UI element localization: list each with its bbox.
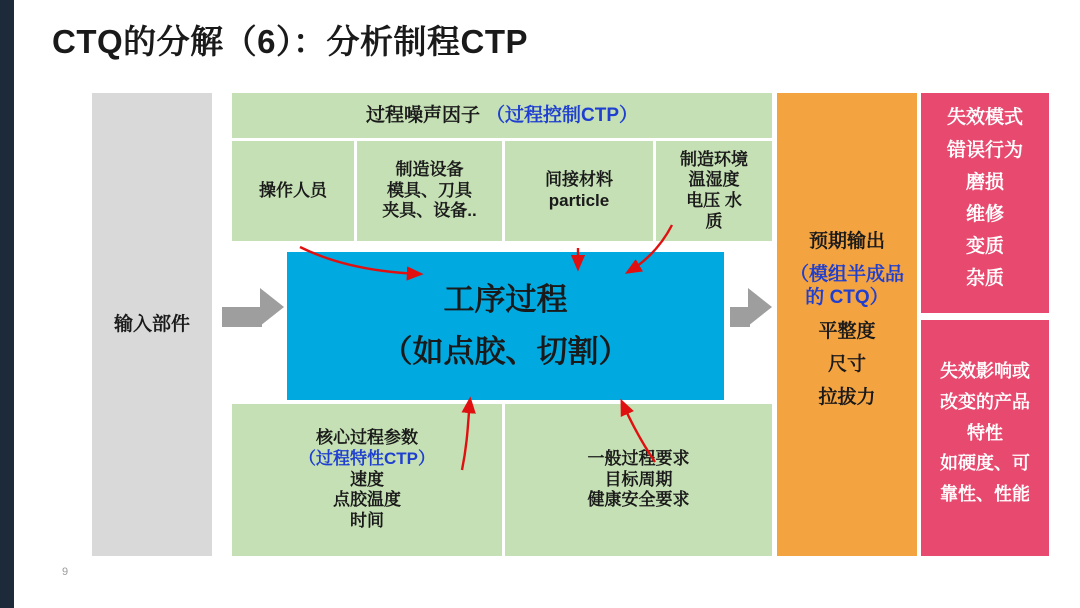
core-parameters-line: 速度 bbox=[350, 469, 384, 489]
failure-effect-line: 靠性、性能 bbox=[940, 484, 1030, 505]
expected-output-line: 平整度 bbox=[818, 320, 876, 342]
page-title: CTQ的分解（6）：分析制程CTP bbox=[52, 23, 529, 60]
failure-mode-line: 磨损 bbox=[965, 171, 1004, 193]
page-number: 9 bbox=[62, 566, 69, 578]
input-parts-box bbox=[92, 93, 212, 556]
output-arrow-head bbox=[748, 288, 772, 326]
expected-output-line: 拉拔力 bbox=[818, 386, 876, 408]
noise-factor-line: 模具、刀具 bbox=[387, 180, 472, 200]
failure-mode-line: 杂质 bbox=[965, 268, 1004, 290]
input-arrow-body bbox=[222, 307, 262, 327]
core-process-parameters-box bbox=[232, 404, 502, 556]
process-subtitle: （如点胶、切割） bbox=[381, 334, 630, 369]
slide-left-rail bbox=[0, 0, 14, 608]
general-requirements-line: 健康安全要求 bbox=[587, 490, 690, 510]
failure-mode-line: 错误行为 bbox=[946, 139, 1023, 161]
expected-output-ctq-line: （模组半成品 bbox=[789, 264, 904, 286]
general-process-requirements-box bbox=[505, 404, 772, 556]
failure-mode-box bbox=[921, 93, 1049, 313]
failure-mode-line: 维修 bbox=[965, 204, 1004, 225]
failure-effect-line: 如硬度、可 bbox=[940, 453, 1030, 474]
noise-factor-line: particle bbox=[548, 191, 610, 210]
noise-factor-line: 夹具、设备.. bbox=[382, 201, 477, 221]
core-parameters-highlight: （过程特性CTP） bbox=[299, 448, 435, 468]
failure-mode-line: 失效模式 bbox=[946, 107, 1023, 129]
failure-effect-line: 改变的产品 bbox=[940, 391, 1030, 412]
noise-factor-line: 温湿度 bbox=[688, 170, 740, 190]
core-parameters-line: 时间 bbox=[350, 511, 384, 531]
noise-factor-line: 操作人员 bbox=[259, 180, 327, 200]
noise-factor-line: 制造环境 bbox=[680, 149, 748, 169]
noise-factor-line: 间接材料 bbox=[545, 170, 613, 190]
expected-output-box bbox=[777, 93, 917, 556]
failure-effect-box bbox=[921, 320, 1049, 556]
noise-factor-header-main: 过程噪声因子 bbox=[365, 104, 480, 126]
noise-factor-box-environment bbox=[656, 141, 772, 241]
failure-effect-line: 失效影响或 bbox=[940, 360, 1030, 381]
noise-factor-box-material bbox=[505, 141, 653, 241]
output-arrow-body bbox=[730, 307, 750, 327]
expected-output-line: 尺寸 bbox=[827, 353, 866, 375]
general-requirements-line: 一般过程要求 bbox=[587, 448, 690, 468]
process-box bbox=[287, 252, 724, 400]
noise-factor-line: 制造设备 bbox=[395, 159, 464, 179]
failure-effect-line: 特性 bbox=[967, 422, 1003, 443]
core-parameters-line: 点胶温度 bbox=[333, 490, 401, 510]
noise-factor-header bbox=[232, 93, 772, 138]
process-title: 工序过程 bbox=[443, 282, 568, 318]
noise-factor-line: 电压 水 bbox=[686, 191, 742, 210]
general-requirements-line: 目标周期 bbox=[604, 469, 673, 489]
failure-mode-line: 变质 bbox=[965, 236, 1004, 258]
input-arrow-head bbox=[260, 288, 284, 326]
input-parts-label: 输入部件 bbox=[113, 313, 190, 335]
expected-output-title: 预期输出 bbox=[808, 230, 885, 252]
expected-output-ctq-line: 的 CTQ） bbox=[805, 287, 889, 309]
core-parameters-title: 核心过程参数 bbox=[316, 428, 418, 448]
noise-factor-header-sub: （过程控制CTP） bbox=[486, 104, 639, 126]
noise-factor-line: 质 bbox=[705, 211, 723, 231]
noise-factor-box-equipment bbox=[357, 141, 502, 241]
noise-factor-box-operators bbox=[232, 141, 354, 241]
